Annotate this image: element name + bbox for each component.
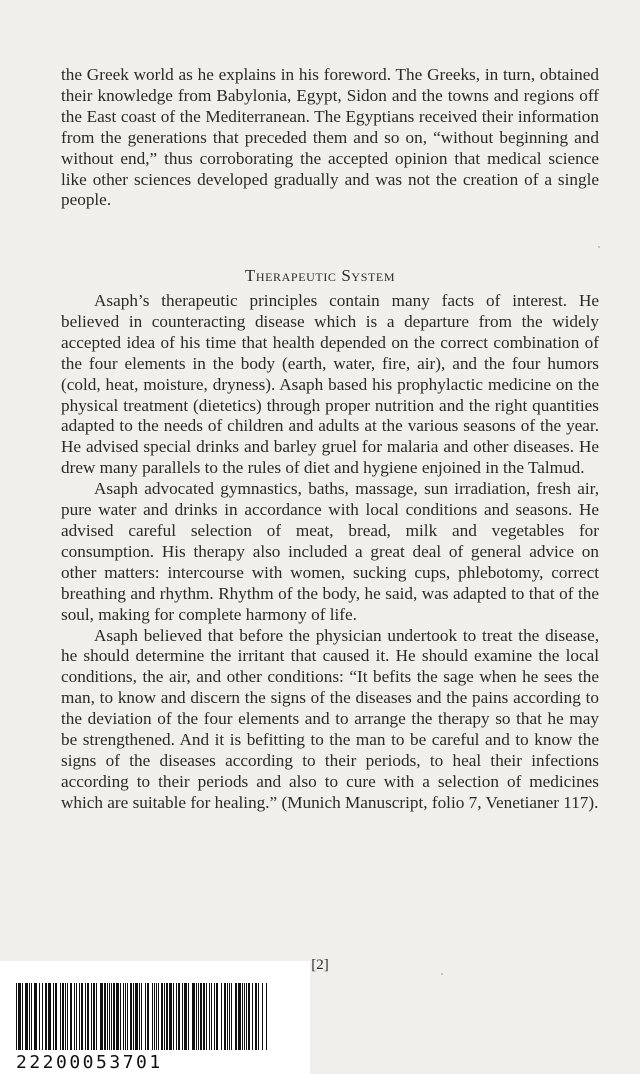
barcode-image: [16, 983, 271, 1050]
intro-paragraph: the Greek world as he explains in his foreword. The Greeks, in turn, obtained their knowledge from Babylonia, Egypt, Sidon and the towns and regions off the East coast of the Mediterranean. The Egyptians received their information from the generations that preceded them and so on, “without beginning and without end,” thus corroborating the accepted opinion that medical science like other sciences developed gradually and was not the creation of a single people.: [61, 65, 599, 210]
barcode-number: 22200053701: [16, 1052, 163, 1073]
body-paragraph-2: Asaph advocated gymnastics, baths, massage, sun irradiation, fresh air, pure water and drinks in accordance with local conditions and seasons. He advised careful selection of meat, bread, milk and vegetables for consumption. His therapy also included a great deal of general advice on other matters: intercourse with women, sucking cups, phlebotomy, correct breathing and rhythm. Rhythm of the body, he said, was adapted to that of the soul, making for complete harmony of life.: [61, 479, 599, 624]
body-paragraph-3: Asaph believed that before the physician undertook to treat the disease, he should determine the irritant that caused it. He should examine the local conditions, the air, and other conditions: “It befits the sage when he sees the man, to know and discern the signs of the diseases and the pains according to the deviation of the four elements and to arrange the therapy so that he may be strengthened. And it is befitting to the man to be careful and to know the signs of the diseases according to their periods, to heal their infections according to their periods and also to cure with a selection of medicines which are suitable for healing.” (Munich Manuscript, folio 7, Venetianer 117).: [61, 625, 599, 812]
paper-speck: [441, 973, 443, 975]
intro-paragraph-block: [61, 65, 599, 211]
section-heading: Therapeutic System: [244, 266, 396, 285]
barcode-label: [0, 961, 310, 1074]
page-number: [2]: [311, 957, 329, 973]
paper-speck: [598, 246, 600, 248]
section-body: [61, 291, 599, 814]
body-paragraph-1: Asaph’s therapeutic principles contain many facts of interest. He believed in counteracting disease which is a departure from the widely accepted idea of his time that health depended on the correct combination of the four elements in the body (earth, water, fire, air), and the four humors (cold, heat, moisture, dryness). Asaph based his prophylactic medicine on the physical treatment (dietetics) through proper nutrition and the right quantities adapted to the needs of children and adults at the various seasons of the year. He advised special drinks and barley gruel for malaria and other diseases. He drew many parallels to the rules of diet and hygiene enjoined in the Talmud.: [61, 291, 599, 478]
